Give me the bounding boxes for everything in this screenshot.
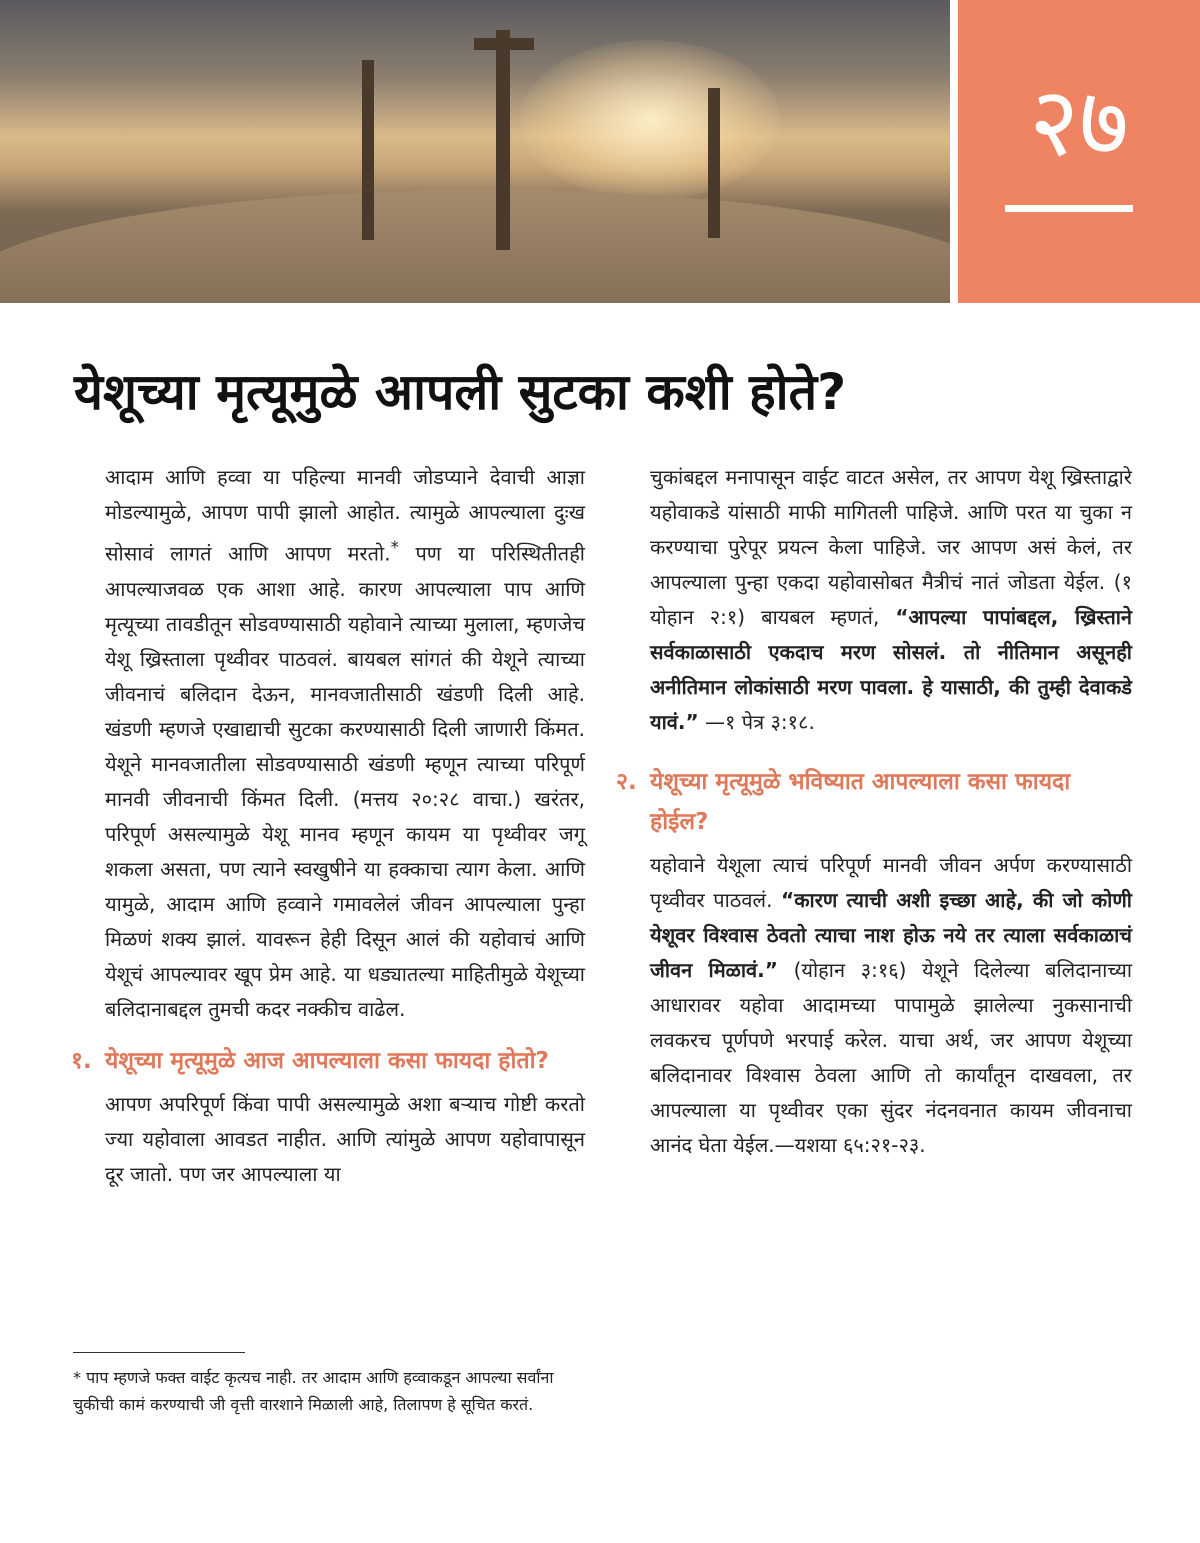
- lesson-number: २७: [1029, 66, 1129, 178]
- cross-center: [496, 30, 510, 250]
- section-2-text-end: (योहान ३:१६) येशूने दिलेल्या बलिदानाच्या आधारावर यहोवा आदामच्या पापामुळे झालेल्या नुकसानाची लवकरच पूर्णपणे भरपाई करेल. याचा अर्थ, जर आपण येशूच्या बलिदानावर विश्वास ठेवला आणि तो कार्यांतून दाखवला, तर आपल्याला या पृथ्वीवर एका सुंदर नंदनवनात कायम जीवनाचा आनंद घेता येईल.—यशया ६५:२१-२३.: [650, 958, 1132, 1157]
- lesson-number-badge: [958, 0, 1200, 303]
- section-2-heading: [616, 762, 1132, 842]
- section-1-heading: [71, 1041, 585, 1081]
- left-column: [71, 460, 585, 1192]
- footnote-divider: [73, 1352, 245, 1353]
- section-1-citation: —१ पेत्र ३:१८.: [698, 710, 815, 734]
- intro-paragraph: [105, 460, 585, 1027]
- section-2-text-start: यहोवाने येशूला त्याचं परिपूर्ण मानवी जीवन अर्पण करण्यासाठी पृथ्वीवर पाठवलं.: [650, 853, 1132, 912]
- footnote-marker: *: [390, 538, 399, 557]
- right-column: [616, 460, 1132, 1163]
- hero-image-crucifixion: [0, 0, 950, 303]
- section-2-text: [650, 848, 1132, 1163]
- intro-text: आदाम आणि हव्वा या पहिल्या मानवी जोडप्याने देवाची आज्ञा मोडल्यामुळे, आपण पापी झालो आहोत. त्यामुळे आपल्याला दुःख सोसावं लागतं आणि आपण मरतो.: [105, 465, 585, 566]
- intro-text-rest: पण या परिस्थितीतही आपल्याजवळ एक आशा आहे. कारण आपल्याला पाप आणि मृत्यूच्या तावडीतून सोडवण्यासाठी यहोवाने त्याच्या मुलाला, म्हणजेच येशू ख्रिस्ताला पृथ्वीवर पाठवलं. बायबल सांगतं की येशूने त्याच्या जीवनाचं बलिदान देऊन, मानवजातीसाठी खंडणी दिली आहे. खंडणी म्हणजे एखाद्याची सुटका करण्यासाठी दिली जाणारी किंमत. येशूने मानवजातीला सोडवण्यासाठी खंडणी म्हणून त्याच्या परिपूर्ण मानवी जीवनाची किंमत दिली. (मत्तय २०:२८ वाचा.) खरंतर, परिपूर्ण असल्यामुळे येशू मानव म्हणून कायम या पृथ्वीवर जगू शकला असता, पण त्याने स्वखुषीने या हक्काचा त्याग केला. आणि यामुळे, आदाम आणि हव्वाने गमावलेलं जीवन आपल्याला पुन्हा मिळणं शक्य झालं. यावरून हेही दिसून आलं की यहोवाचं आणि येशूचं आपल्यावर खूप प्रेम आहे. या धड्यातल्या माहितीमुळे येशूच्या बलिदानाबद्दल तुमची कदर नक्कीच वाढेल.: [105, 541, 585, 1021]
- section-1-quote: “आपल्या पापांबद्दल, ख्रिस्ताने सर्वकाळासाठी एकदाच मरण सोसलं. तो नीतिमान असूनही अनीतिमान लोकांसाठी मरण पावला. हे यासाठी, की तुम्ही देवाकडे यावं.”: [650, 605, 1132, 734]
- section-2-title: येशूच्या मृत्यूमुळे भविष्यात आपल्याला कसा फायदा होईल?: [650, 769, 1071, 835]
- badge-underline: [1005, 205, 1133, 212]
- section-2-number: २.: [616, 769, 637, 795]
- section-1-cont-text: चुकांबद्दल मनापासून वाईट वाटत असेल, तर आपण येशू ख्रिस्ताद्वारे यहोवाकडे यांसाठी माफी मागितली पाहिजे. आणि परत या चुका न करण्याचा पुरेपूर प्रयत्न केला पाहिजे. जर आपण असं केलं, तर आपल्याला पुन्हा एकदा यहोवासोबत मैत्रीचं नातं जोडता येईल. (१ योहान २:१) बायबल म्हणतं,: [650, 465, 1132, 629]
- section-2-quote: “कारण त्याची अशी इच्छा आहे, की जो कोणी येशूवर विश्वास ठेवतो त्याचा नाश होऊ नये तर त्याला सर्वकाळाचं जीवन मिळावं.”: [650, 888, 1132, 982]
- cross-left: [362, 60, 374, 240]
- sunlight: [520, 40, 780, 200]
- section-1-title: येशूच्या मृत्यूमुळे आज आपल्याला कसा फायदा होतो?: [105, 1047, 549, 1074]
- section-1-number: १.: [71, 1047, 92, 1074]
- cross-right: [708, 88, 720, 238]
- footnote: * पाप म्हणजे फक्त वाईट कृत्यच नाही. तर आदाम आणि हव्वाकडून आपल्या सर्वांना चुकीची कामं करण्याची जी वृत्ती वारशाने मिळाली आहे, तिलापण हे सूचित करतं.: [73, 1368, 554, 1414]
- rocky-hill: [0, 190, 950, 303]
- page-title: येशूच्या मृत्यूमुळे आपली सुटका कशी होते?: [74, 363, 847, 421]
- cross-center-beam: [474, 38, 534, 50]
- section-1-text-continued: [650, 460, 1132, 740]
- section-1-text: आपण अपरिपूर्ण किंवा पापी असल्यामुळे अशा बऱ्याच गोष्टी करतो ज्या यहोवाला आवडत नाहीत. आणि त्यांमुळे आपण यहोवापासून दूर जातो. पण जर आपल्याला या: [105, 1091, 585, 1186]
